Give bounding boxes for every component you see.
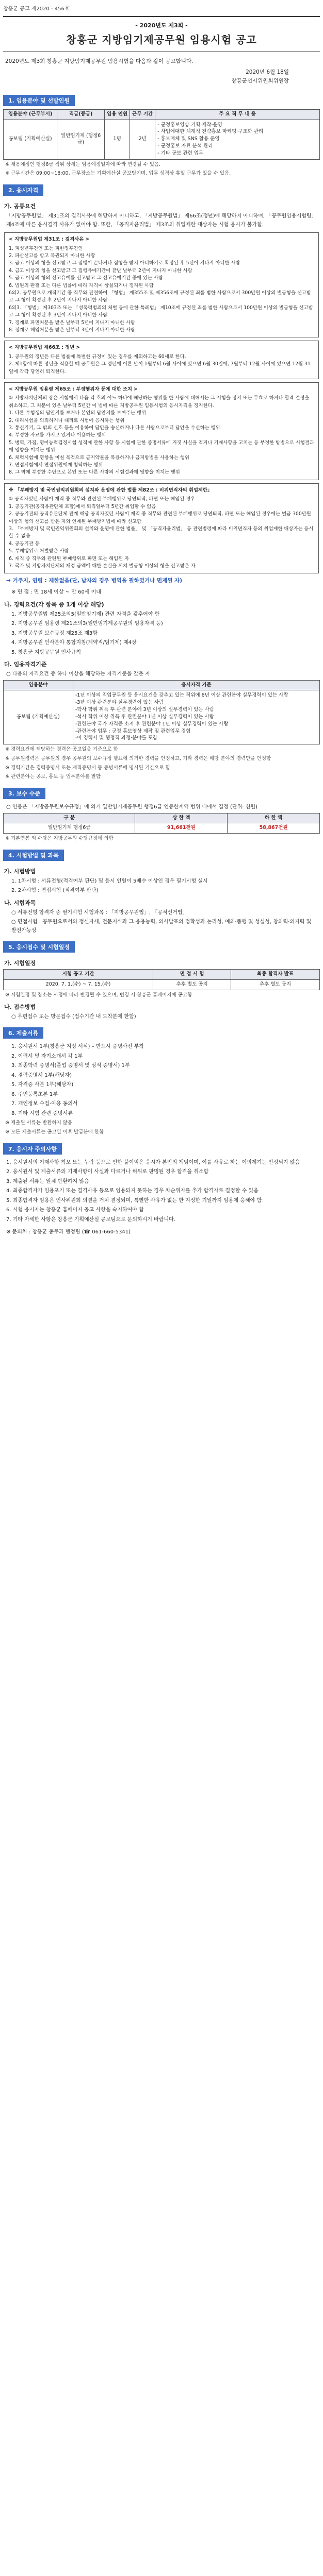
document-item: 3. 최종학력 증명서(졸업 증명서 및 성적 증명서) 1부 xyxy=(11,1063,130,1069)
document-item: 1. 응시원서 1부(창흥군 지정 서식) – 반드시 증명사진 부착 xyxy=(11,1044,144,1050)
box-item: 5. 부패행위로 처벌받은 사람 xyxy=(9,548,69,554)
requirement-item: -1년 이상의 직업공무원 등 응시요건을 갖추고 있는 직위에 6년 이상 관련분야 실무경력이 있는 사람 xyxy=(75,692,288,699)
requirements-cell xyxy=(73,690,319,744)
section-title-documents: 6. 제출서류 xyxy=(3,1027,43,1039)
table-header: 시험 공고 기간 xyxy=(4,970,153,980)
table-row xyxy=(4,980,320,990)
subsection-title: 가. 시험방법 xyxy=(4,868,36,875)
box-item: 1. 다른 수험생의 답안지를 보거나 본인의 답안지를 보여주는 행위 xyxy=(9,410,147,416)
requirement-item: -석사 학위 이상 취득 후 관련분야 1년 이상 실무경력이 있는 사람 xyxy=(75,714,214,720)
table-header: 직급(등급) xyxy=(57,109,105,120)
documents-note: ※ 모든 제출서류는 공고일 이후 발급분에 한함 xyxy=(5,1129,104,1135)
box-title: < 지방공무원법 제31조 : 결격사유 > xyxy=(9,236,90,243)
requirement-item: -이 경력서 및 행정직 과정·분야를 포함 xyxy=(75,735,158,741)
employment-restriction-box xyxy=(4,483,319,573)
caution-item: 1. 응시원서의 기재사항 착오 또는 누락 등으로 인한 불이익은 응시자 본인의 책임이며, 이를 사유로 하는 이의제기는 인정되지 않음 xyxy=(6,1159,300,1165)
box-item: 4. 부정한 자료를 가지고 있거나 이용하는 행위 xyxy=(9,432,106,438)
disqualification-box xyxy=(4,232,319,337)
table-cell: 공보팀 (기획예산실) xyxy=(4,690,73,744)
career-item: 2. 지방공무원 임용령 제21조의3(일반임기제공무원의 임용자격 등) xyxy=(11,621,163,627)
table-cell: 2년 xyxy=(130,120,155,159)
table-row xyxy=(4,120,320,159)
age-note: ※ 면 접 : 면 18세 이상 ~ 만 60세 이내 xyxy=(11,589,101,596)
intro-text: 2020년도 제3회 창흥군 지방임기제공무원 임용시험을 다음과 같이 공고합니다. xyxy=(5,58,193,64)
table-cell: 91,661천원 xyxy=(135,823,228,834)
document-item: 8. 기타 시험 관련 증빙서류 xyxy=(11,1110,73,1116)
salary-note: ※ 기본연봉 외 수당은 지방공무원 수당규정에 의함 xyxy=(5,836,114,842)
box-title: < 지방공무원 임용령 제65조 : 부정행위자 등에 대한 조치 > xyxy=(9,386,138,393)
exam-subject-item: ○ 면접시험 : 공무원으로서의 정신자세, 전문지식과 그 응용능력, 의사발표의 정확성과 논리성, 예의·품행 및 성실성, 창의력·의지력 및 발전가능성 xyxy=(11,919,312,934)
document-item: 4. 경력증명서 1부(해당자) xyxy=(11,1072,72,1078)
caution-item: 3. 제출된 서류는 일체 반환하지 않음 xyxy=(6,1178,89,1184)
table-header: 임용분야 (근무부서) xyxy=(4,109,57,120)
table-cell: 58,867천원 xyxy=(228,823,320,834)
section-title-salary: 3. 보수 수준 xyxy=(3,788,45,799)
box-item: 6. 법원의 판결 또는 다른 법률에 따라 자격이 상실되거나 정지된 사람 xyxy=(9,282,154,289)
box-item: 1. 공공기관(공직유관단체 포함)에서 퇴직일부터 5년간 취업할 수 없음 xyxy=(9,503,156,510)
career-item: 4. 지방공무원 인사분야 통합지침(계약직/임기제) 제4장 xyxy=(11,640,137,646)
salary-table xyxy=(3,813,320,834)
box-title: < 지방공무원법 제66조 : 정년 > xyxy=(9,345,80,351)
box-item: 7. 징계로 파면처분을 받은 날부터 5년이 지나지 아니한 사람 xyxy=(9,319,135,326)
box-item: 6. 체력시험에 영향을 미칠 목적으로 금지약물을 복용하거나 금지방법을 사용하는 행위 xyxy=(9,454,189,461)
box-item: 5. 병역, 가점, 영어능력검정시험 성적에 관한 사항 등 시험에 관한 증명서류에 거짓 사실을 적거나 기재사항을 고치는 등 부정한 방법으로 시험결과에 영향을 미치는 행위 xyxy=(9,439,314,453)
caution-item: 2. 응시원서 및 제출서류의 기재사항이 사실과 다르거나 허위로 판명된 경우 합격을 취소함 xyxy=(6,1169,209,1175)
general-requirement-text: 「지방공무원법」 제31조의 결격사유에 해당하지 아니하고, 「지방공무원법」 제66조(정년)에 해당하지 아니하며, 「공무원임용시험령」 제4조에 따른 응시결격 사유가 없어야 함. 또한, 「공직자윤리법」 제3조의 취업제한 대상자는 시험 응시가 불가함. xyxy=(6,213,317,228)
duty-item: - 군정홍보 자료 분석 관리 xyxy=(157,143,213,149)
table-header: 주 요 직 무 내 용 xyxy=(155,109,320,120)
table-cell: 1명 xyxy=(105,120,130,159)
box-item: 7. 면접시험에서 면접위원에게 청탁하는 행위 xyxy=(9,462,103,468)
criteria-note: ※ 경력기간은 경력증명서 또는 재직증명서 등 증빙서류에 명시된 기간으로 함 xyxy=(5,765,170,771)
subsection-title: 나. 경력요건(각 항목 중 1개 이상 해당) xyxy=(4,601,104,608)
box-item: 6의2. 공무원으로 재직기간 중 직무와 관련하여 「형법」 제355조 및 제356조에 규정된 죄를 범한 사람으로서 300만원 이상의 벌금형을 선고받고 그 형이 확정된 후 2년이 지나지 아니한 사람 xyxy=(9,290,311,303)
section-title-exam: 4. 시험방법 및 과목 xyxy=(3,850,64,861)
pre-title: - 2020년도 제3회 - xyxy=(135,22,188,29)
box-item: 1. 피성년후견인 또는 피한정후견인 xyxy=(9,245,83,251)
box-title: ※ 「부패방지 및 국민권익위원회의 설치와 운영에 관한 법률 제82조 : 비위면직자의 취업제한」 xyxy=(9,487,213,493)
box-item: 1. 공무원의 정년은 다른 법률에 특별한 규정이 있는 경우를 제외하고는 60세로 한다. xyxy=(9,353,186,360)
subsection-title: 나. 시험과목 xyxy=(4,899,36,906)
box-item: 3. 「부패방지 및 국민권익위원회의 설치와 운영에 관한 법률」 및 「공직자윤리법」 등 관련법령에 따라 비위면직자 등의 취업제한 대상자는 응시할 수 없음 xyxy=(9,526,314,539)
box-item: 4. 금고 이상의 형을 선고받고 그 집행유예기간이 끝난 날부터 2년이 지나지 아니한 사람 xyxy=(9,267,192,274)
box-item: 8. 징계로 해임처분을 받은 날부터 3년이 지나지 아니한 사람 xyxy=(9,327,135,333)
notice-header xyxy=(3,16,320,52)
application-method: ○ 우편접수 또는 방문접수 (접수기간 내 도착분에 한함) xyxy=(11,1013,136,1020)
table-cell: 추후 별도 공지 xyxy=(231,980,320,990)
section-title-recruit: 1. 임용분야 및 선발인원 xyxy=(3,95,75,106)
table-header: 최종 합격자 발표 xyxy=(231,970,320,980)
caution-item: 5. 최종합격자 임용은 인사위원회 의결을 거쳐 결정되며, 특별한 사유가 없는 한 지정한 기일까지 임용에 응해야 함 xyxy=(6,1197,262,1204)
caution-item: 4. 최종합격자가 임용포기 또는 결격사유 등으로 임용되지 못하는 경우 차순위자를 추가 합격자로 결정할 수 있음 xyxy=(6,1188,259,1194)
requirement-item: -학사 학위 취득 후 관련 분야에 3년 이상의 실무경력이 있는 사람 xyxy=(75,707,214,713)
table-cell: 일반임기제 (행정6급) xyxy=(57,120,105,159)
requirement-item: -관련분야 업무 : 군정 홍보영상 제작 및 관련업무 경험 xyxy=(75,728,191,734)
table-header: 근무 기간 xyxy=(130,109,155,120)
subsection-title: 다. 임용자격기준 xyxy=(4,661,47,668)
box-item: 5. 금고 이상의 형의 선고유예를 선고받고 그 선고유예기간 중에 있는 사람 xyxy=(9,275,163,281)
caution-item: 6. 시험 응시자는 창흥군 홈페이지 공고 사항을 숙지하여야 함 xyxy=(6,1207,144,1213)
table-header: 임용분야 xyxy=(4,680,73,690)
notice-number: 창흥군 공고 제2020 - 456호 xyxy=(3,6,70,12)
box-item: 6. 재직 중 직무와 관련된 부패행위로 파면 또는 해임된 자 xyxy=(9,555,130,562)
residence-age-text: → 거주지, 연령 : 제한없음(단, 남자의 경우 병역을 필하였거나 면제된 자) xyxy=(6,578,182,584)
document-item: 2. 이력서 및 자기소개서 각 1부 xyxy=(11,1053,83,1059)
criteria-note: ※ 공무원경력은 공무원의 경우 공무원의 보수규정 별표에 의거한 경력을 인정하고, 기타 경력은 해당 분야의 경력만을 인정함 xyxy=(5,755,271,761)
notice-page xyxy=(0,0,323,1248)
duty-item: - 군정홍보영상 기획·제작·운영 xyxy=(157,122,222,128)
section-title-cautions: 7. 응시자 주의사항 xyxy=(3,1143,62,1155)
exam-method-item: 2. 2차시험 : 면접시험 (적격여부 판단) xyxy=(11,888,99,894)
section-title-schedule: 5. 응시접수 및 시험일정 xyxy=(3,941,75,953)
box-item: 7. 국가 및 지방자치단체의 재정 금액에 대한 손실을 끼쳐 벌금형 이상의 형을 선고받은 자 xyxy=(9,563,196,569)
career-item: 3. 지방공무원 보수규정 제25조 제3항 xyxy=(11,630,98,636)
box-item: 8. 그 밖에 부정한 수단으로 본인 또는 다른 사람의 시험결과에 영향을 미치는 행위 xyxy=(9,469,180,476)
contact-info: ※ 문의처 : 창흥군 총무과 행정팀 (☎ 061-660-5341) xyxy=(6,1229,131,1235)
career-item: 1. 지방공무원법 제25조의5(일반임기제) 관련 자격을 갖추어야 함 xyxy=(11,611,160,617)
box-item: 2. 공공기관의 공직유관단체 관계 해당 공직자였던 사람이 재직 중 직무와 관련된 부패행위로 당연퇴직, 파면 또는 해임된 경우에는 벌금 300만원 이상의 형의 선고를 받은 자와 연계된 부패방지법에 따라 신고함 xyxy=(9,511,311,524)
salary-text: ○ 연봉은 「지방공무원보수규정」에 의거 일반임기제공무원 행정6급 연봉한계액 범위 내에서 결정 (단위: 천원) xyxy=(6,804,257,810)
career-item: 5. 창흥군 지방공무원 인사규칙 xyxy=(11,649,81,655)
schedule-table xyxy=(3,969,320,990)
table-cell: 일반임기제 행정6급 xyxy=(4,823,135,834)
recruit-note: ※ 채용예정인 행정6급 직위 상세는 임용예정일자에 따라 변경될 수 있음. xyxy=(5,161,161,167)
box-item: 2. 제1항에 따른 정년을 적용할 때 공무원은 그 정년에 이른 날이 1월부터 6월 사이에 있으면 6월 30일에, 7월부터 12월 사이에 있으면 12월 31일에 각각 당연히 퇴직한다. xyxy=(9,361,311,375)
document-item: 6. 주민등록초본 1부 xyxy=(11,1091,58,1097)
table-cell: 공보팀 (기획예산실) xyxy=(4,120,57,159)
requirement-item: -3년 이상 관련분야 실무경력이 있는 사람 xyxy=(75,700,164,706)
box-item: 2. 파산선고를 받고 복권되지 아니한 사람 xyxy=(9,252,95,259)
duty-item: - 홍보매체 및 SNS 활용 운영 xyxy=(157,136,220,142)
box-item: ① 지방자치단체의 장은 시험에서 다음 각 호의 어느 하나에 해당하는 행위를 한 사람에 대해서는 그 시험을 정지 또는 무효로 하거나 합격 결정을 취소하고, 그 처분이 있은 날부터 5년간 이 법에 따른 지방공무원 임용시험의 응시자격을 정지한다. xyxy=(9,395,310,409)
recruit-note: ※ 근무시간은 09:00~18:00, 근무장소는 기획예산실 공보팀이며, 업무 성격상 휴일 근무가 있을 수 있음. xyxy=(5,171,231,177)
criteria-intro: ○ 다음의 자격요건 중 하나 이상을 해당하는 자격기준을 갖춘 자 xyxy=(6,671,150,677)
exam-subject-item: ○ 서류전형 합격자 중 필기시험 시험과목 : 「지방공무원법」, 「공직선거법」 xyxy=(11,909,188,916)
table-row xyxy=(4,823,320,834)
section-title-qualification: 2. 응시자격 xyxy=(3,184,43,196)
table-header: 상 한 액 xyxy=(135,813,228,823)
criteria-note: ※ 관련분야는 공보, 홍보 등 업무분야를 말함 xyxy=(5,774,101,780)
exam-method-item: 1. 1차시험 : 서류전형(적격여부 판단) 및 응시 인원이 5배수 이상인 경우 필기시험 실시 xyxy=(11,878,208,884)
subsection-title: 가. 공통요건 xyxy=(4,203,36,210)
box-item: 3. 통신기기, 그 밖의 신호 등을 이용하여 답안을 송신하거나 다른 사람으로부터 답안을 수신하는 행위 xyxy=(9,425,220,431)
documents-note: ※ 제출된 서류는 반환하지 않음 xyxy=(5,1120,73,1126)
table-header: 임용 인원 xyxy=(105,109,130,120)
page-title: 창흥군 지방임기제공무원 임용시험 공고 xyxy=(66,33,257,46)
subsection-title: 나. 접수방법 xyxy=(4,1003,36,1010)
duty-item: - 사업에대한 체계적 전략홍보 마케팅·구조화 관리 xyxy=(157,129,264,135)
requirement-item: -관련분야 국가 자격증 소지 후 관련분야 1년 이상 실무경력이 있는 사람 xyxy=(75,721,229,727)
retirement-box xyxy=(4,341,319,379)
box-item: 2. 대리시험을 의뢰하거나 대리로 시험에 응시하는 행위 xyxy=(9,417,125,423)
box-item: 4. 공공기관 등 xyxy=(9,540,40,547)
box-item: ① 공직자였던 사람이 재직 중 직무와 관련된 부패행위로 당연퇴직, 파면 또는 해임된 경우 xyxy=(9,496,196,502)
table-header: 하 한 액 xyxy=(228,813,320,823)
duty-item: - 기타 공보 관련 업무 xyxy=(157,150,204,156)
table-cell: 추후 별도 공지 xyxy=(153,980,231,990)
caution-item: 7. 기타 자세한 사항은 창흥군 기획예산실 공보팀으로 문의하시기 바랍니다. xyxy=(6,1216,175,1223)
table-header: 응시자격 기준 xyxy=(73,680,319,690)
subsection-title: 가. 시험일정 xyxy=(4,960,36,967)
document-item: 5. 자격증 사본 1부(해당자) xyxy=(11,1082,74,1088)
table-row xyxy=(4,690,320,744)
misconduct-box xyxy=(4,382,319,480)
notice-date: 2020년 6월 18일 xyxy=(246,69,289,75)
recruit-table xyxy=(3,109,320,160)
table-header: 구 분 xyxy=(4,813,135,823)
criteria-table xyxy=(3,680,320,745)
box-item: 3. 금고 이상의 형을 선고받고 그 집행이 끝나거나 집행을 받지 아니하기로 확정된 후 5년이 지나지 아니한 사람 xyxy=(9,260,240,266)
document-item: 7. 개인정보 수집·이용 동의서 xyxy=(11,1101,78,1107)
table-header: 면 접 시 험 xyxy=(153,970,231,980)
schedule-note: ※ 시험일정 및 장소는 사정에 따라 변경될 수 있으며, 변경 시 창흥군 홈페이지에 공고함 xyxy=(5,992,192,998)
issuing-org: 창흥군선시위원회위원장 xyxy=(231,77,289,84)
table-cell: 2020. 7. 1.(수) ~ 7. 15.(수) xyxy=(4,980,153,990)
box-item: 6의3. 「형법」 제303조 또는 「성폭력범죄의 처벌 등에 관한 특례법」 제10조에 규정된 죄를 범한 사람으로서 100만원 이상의 벌금형을 선고받고 그 형이 확정된 후 3년이 지나지 아니한 사람 xyxy=(9,304,313,318)
criteria-note: ※ 경력요건에 해당하는 경력은 공고일을 기준으로 함 xyxy=(5,747,118,753)
duties-cell xyxy=(155,120,320,159)
